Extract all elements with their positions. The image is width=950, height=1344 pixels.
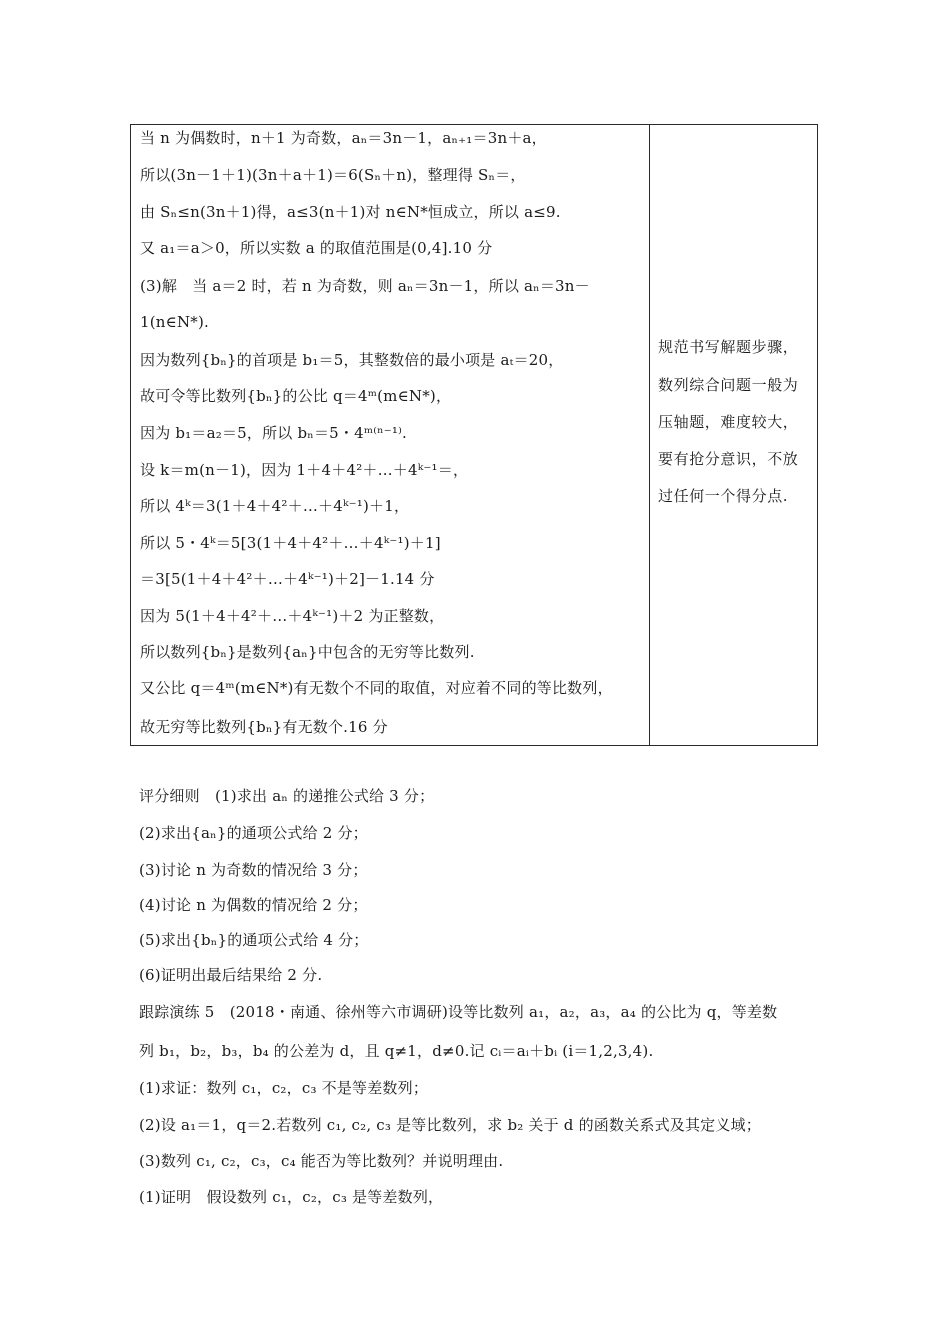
scoring-rule-line: 评分细则 (1)求出 aₙ 的递推公式给 3 分；	[139, 787, 435, 805]
solution-table	[130, 124, 818, 746]
tip-line: 规范书写解题步骤，	[658, 338, 799, 356]
solution-line: 因为 b₁＝a₂＝5，所以 bₙ＝5・4ᵐ⁽ⁿ⁻¹⁾.	[140, 424, 407, 442]
scoring-rule-line: (2)求出{aₙ}的通项公式给 2 分；	[139, 824, 368, 842]
tip-line: 过任何一个得分点.	[658, 487, 789, 505]
solution-line: 又公比 q＝4ᵐ(m∈N*)有无数个不同的取值，对应着不同的等比数列，	[140, 679, 613, 697]
solution-line: 因为 5(1＋4＋4²＋…＋4ᵏ⁻¹)＋2 为正整数，	[140, 607, 445, 625]
solution-line: 所以 4ᵏ＝3(1＋4＋4²＋…＋4ᵏ⁻¹)＋1，	[140, 497, 410, 515]
solution-line: 故可令等比数列{bₙ}的公比 q＝4ᵐ(m∈N*)，	[140, 387, 452, 405]
solution-line: 1(n∈N*).	[140, 313, 210, 331]
solution-line: (3)解 当 a＝2 时，若 n 为奇数，则 aₙ＝3n－1，所以 aₙ＝3n－	[140, 277, 590, 295]
exercise-line: (3)数列 c₁, c₂，c₃，c₄ 能否为等比数列？并说明理由.	[139, 1152, 504, 1170]
exercise-line: (1)求证：数列 c₁，c₂，c₃ 不是等差数列；	[139, 1079, 429, 1097]
solution-line: 所以数列{bₙ}是数列{aₙ}中包含的无穷等比数列.	[140, 643, 475, 661]
solution-line: ＝3[5(1＋4＋4²＋…＋4ᵏ⁻¹)＋2]－1.14 分	[140, 570, 435, 588]
scoring-rule-line: (3)讨论 n 为奇数的情况给 3 分；	[139, 861, 368, 879]
solution-line: 又 a₁＝a＞0，所以实数 a 的取值范围是(0,4].10 分	[140, 239, 493, 257]
solution-line: 由 Sₙ≤n(3n＋1)得，a≤3(n＋1)对 n∈N*恒成立，所以 a≤9.	[140, 203, 561, 221]
tip-line: 数列综合问题一般为	[658, 376, 799, 394]
solution-line: 因为数列{bₙ}的首项是 b₁＝5，其整数倍的最小项是 aₜ＝20，	[140, 351, 564, 369]
tip-line: 压轴题，难度较大，	[658, 413, 799, 431]
exercise-line: 跟踪演练 5 (2018・南通、徐州等六市调研)设等比数列 a₁，a₂，a₃，a₄ 的公比为 q，等差数	[139, 1003, 778, 1021]
solution-line: 当 n 为偶数时，n＋1 为奇数，aₙ＝3n－1，aₙ₊₁＝3n＋a，	[140, 129, 547, 147]
exercise-line: 列 b₁，b₂，b₃，b₄ 的公差为 d，且 q≠1，d≠0.记 cᵢ＝aᵢ＋bᵢ (i＝1,2,3,4).	[139, 1042, 654, 1060]
scoring-rule-line: (5)求出{bₙ}的通项公式给 4 分；	[139, 931, 369, 949]
tip-line: 要有抢分意识，不放	[658, 450, 799, 468]
column-divider	[649, 125, 650, 745]
scoring-rule-line: (6)证明出最后结果给 2 分.	[139, 966, 323, 984]
solution-line: 所以 5・4ᵏ＝5[3(1＋4＋4²＋…＋4ᵏ⁻¹)＋1]	[140, 534, 441, 552]
solution-line: 所以(3n－1＋1)(3n＋a＋1)＝6(Sₙ＋n)，整理得 Sₙ＝，	[140, 166, 526, 184]
solution-line: 故无穷等比数列{bₙ}有无数个.16 分	[140, 718, 388, 736]
exercise-line: (2)设 a₁＝1，q＝2.若数列 c₁, c₂, c₃ 是等比数列，求 b₂ 关于 d 的函数关系式及其定义域；	[139, 1116, 761, 1134]
exercise-line: (1)证明 假设数列 c₁，c₂，c₃ 是等差数列，	[139, 1188, 444, 1206]
solution-line: 设 k＝m(n－1)，因为 1＋4＋4²＋…＋4ᵏ⁻¹＝，	[140, 461, 469, 479]
scoring-rule-line: (4)讨论 n 为偶数的情况给 2 分；	[139, 896, 368, 914]
